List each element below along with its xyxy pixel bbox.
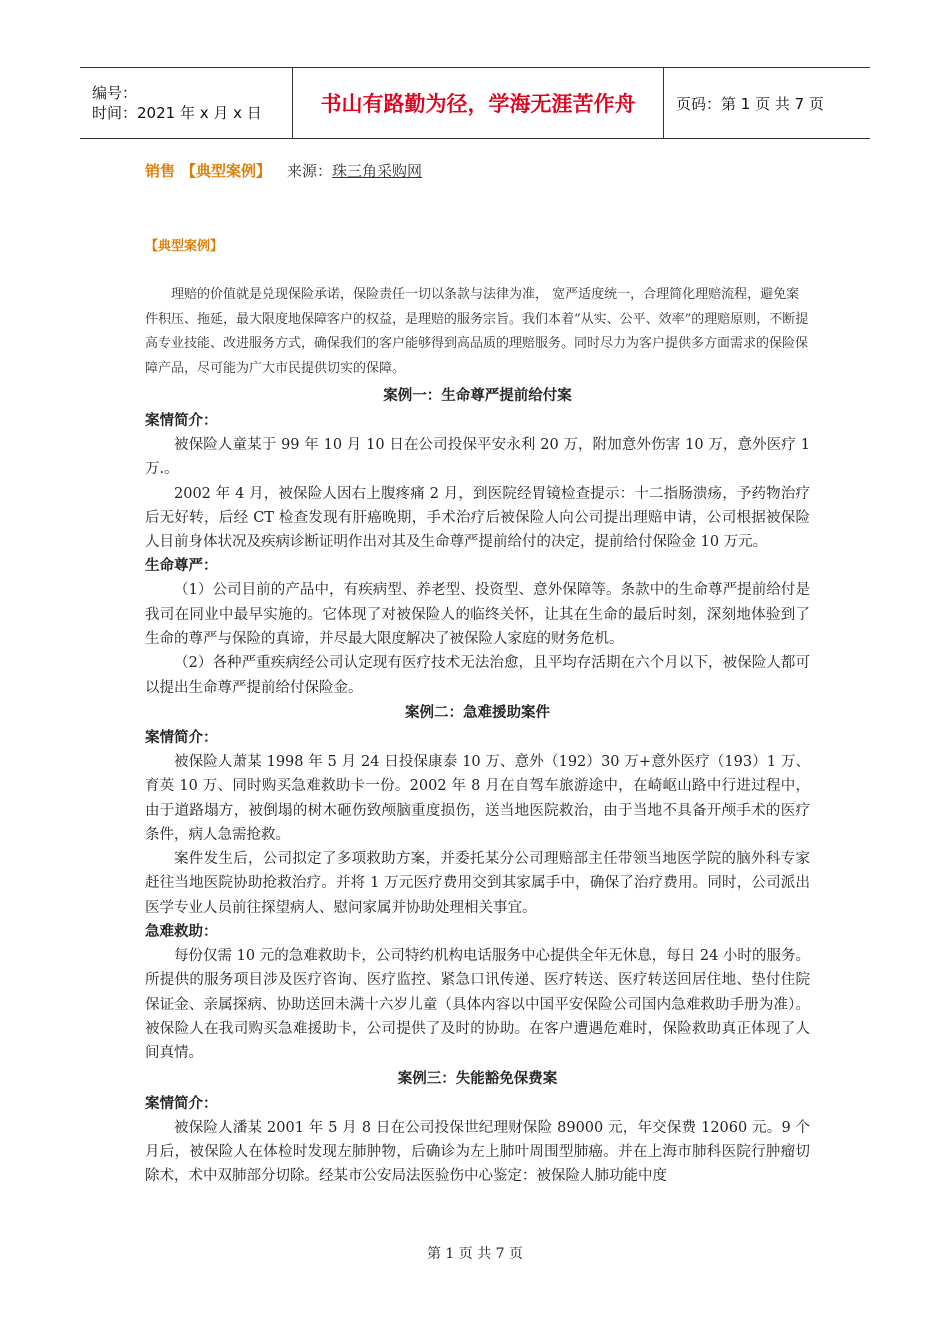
source-label: 来源： bbox=[287, 162, 333, 180]
case2-summary-heading: 案情简介： bbox=[145, 729, 218, 746]
document-time-label: 时间：2021 年 x 月 x 日 bbox=[92, 104, 262, 122]
case3-title: 案例三：失能豁免保费案 bbox=[397, 1070, 558, 1087]
case1-dignity-heading: 生命尊严： bbox=[145, 558, 218, 575]
case1-title: 案例一：生命尊严提前给付案 bbox=[383, 388, 572, 404]
source-tag: 【典型案例】 bbox=[181, 162, 272, 180]
case1-summary-heading: 案情简介： bbox=[145, 413, 218, 429]
case1-paragraph-4: （2）各种严重疾病经公司认定现有医疗技术无法治愈，且平均存活期在六个月以下，被保险人都可以提出生命尊严提前给付保险金。 bbox=[145, 655, 810, 696]
header-page-cell bbox=[664, 68, 870, 138]
case3-paragraph-1: 被保险人潘某 2001 年 5 月 8 日在公司投保世纪理财保险 89000 元，年交保费 12060 元。9 个月后，被保险人在体检时发现左肺肿物，后确诊为左上肺叶周围型肺癌。并在上海市肺科医院行肿瘤切除术，术中双肺部分切除。经某市公安局法医验伤中心鉴定：被保险人肺功能中度 bbox=[145, 1119, 810, 1185]
header-page-info: 页码：第 1 页 共 7 页 bbox=[676, 94, 824, 113]
case1-paragraph-3: （1）公司目前的产品中，有疾病型、养老型、投资型、意外保障等。条款中的生命尊严提前给付是我司在同业中最早实施的。它体现了对被保险人的临终关怀，让其在生命的最后时刻，深刻地体验到了生命的尊严与保险的真谛，并尽最大限度解决了被保险人家庭的财务危机。 bbox=[145, 582, 810, 648]
main-content bbox=[145, 383, 810, 1188]
source-link[interactable]: 珠三角采购网 bbox=[332, 162, 423, 180]
case1-paragraph-2: 2002 年 4 月，被保险人因右上腹疼痛 2 月，到医院经胃镜检查提示：十二指肠溃疡，予药物治疗后无好转，后经 CT 检查发现有肝癌晚期，手术治疗后被保险人向公司提出理赔申请，公司根据被保险人目前身体状况及疾病诊断证明作出对其及生命尊严提前给付的决定，提前给付保险金 10 万元。 bbox=[145, 485, 810, 551]
case3-summary-heading: 案情简介： bbox=[145, 1095, 218, 1112]
header-left-cell bbox=[80, 68, 292, 138]
intro-paragraph: 理赔的价值就是兑现保险承诺，保险责任一切以条款与法律为准， 宽严适度统一，合理简化理赔流程，避免案件积压、拖延，最大限度地保障客户的权益，是理赔的服务宗旨。我们本着“从实、公平、效率”的理赔原则，不断提高专业技能、改进服务方式，确保我们的客户能够得到高品质的理赔服务。同时尽力为客户提供多方面需求的保险保障产品，尽可能为广大市民提供切实的保障。 bbox=[145, 287, 809, 376]
header-motto-cell bbox=[292, 68, 664, 138]
section-tag: 【典型案例】 bbox=[145, 239, 224, 254]
case2-title: 案例二：急难援助案件 bbox=[405, 704, 550, 721]
case1-paragraph-1: 被保险人童某于 99 年 10 月 10 日在公司投保平安永利 20 万，附加意外伤害 10 万，意外医疗 1 万.。 bbox=[145, 437, 810, 478]
document-header bbox=[80, 67, 870, 139]
case2-paragraph-1: 被保险人萧某 1998 年 5 月 24 日投保康泰 10 万、意外（192）30 万+意外医疗（193）1 万、育英 10 万、同时购买急难救助卡一份。2002 年 8 月在自驾车旅游途中，在崎岖山路中行进过程中，由于道路塌方，被倒塌的树木砸伤致颅脑重度损伤，送当地医院救治，由于当地不具备开颅手术的医疗条件，病人急需抢救。 bbox=[145, 753, 810, 843]
case2-rescue-heading: 急难救助： bbox=[145, 924, 218, 941]
case2-paragraph-2: 案件发生后，公司拟定了多项救助方案，并委托某分公司理赔部主任带领当地医学院的脑外科专家赶往当地医院协助抢救治疗。并将 1 万元医疗费用交到其家属手中，确保了治疗费用。同时，公司派出医学专业人员前往探望病人、慰问家属并协助处理相关事宜。 bbox=[145, 851, 810, 916]
case2-paragraph-3: 每份仅需 10 元的急难救助卡，公司特约机构电话服务中心提供全年无休息，每日 24 小时的服务。所提供的服务项目涉及医疗咨询、医疗监控、紧急口讯传递、医疗转送、医疗转送回居住地、垫付住院保证金、亲属探病、协助送回未满十六岁儿童（具体内容以中国平安保险公司国内急难救助手册为准）。被保险人在我司购买急难援助卡，公司提供了及时的协助。在客户遭遇危难时，保险救助真正体现了人间真情。 bbox=[145, 948, 810, 1062]
source-line bbox=[145, 160, 422, 182]
document-number-label: 编号： bbox=[92, 84, 138, 102]
page-footer: 第 1 页 共 7 页 bbox=[426, 1246, 524, 1262]
source-category: 销售 bbox=[145, 162, 176, 180]
header-motto: 书山有路勤为径，学海无涯苦作舟 bbox=[320, 92, 636, 116]
